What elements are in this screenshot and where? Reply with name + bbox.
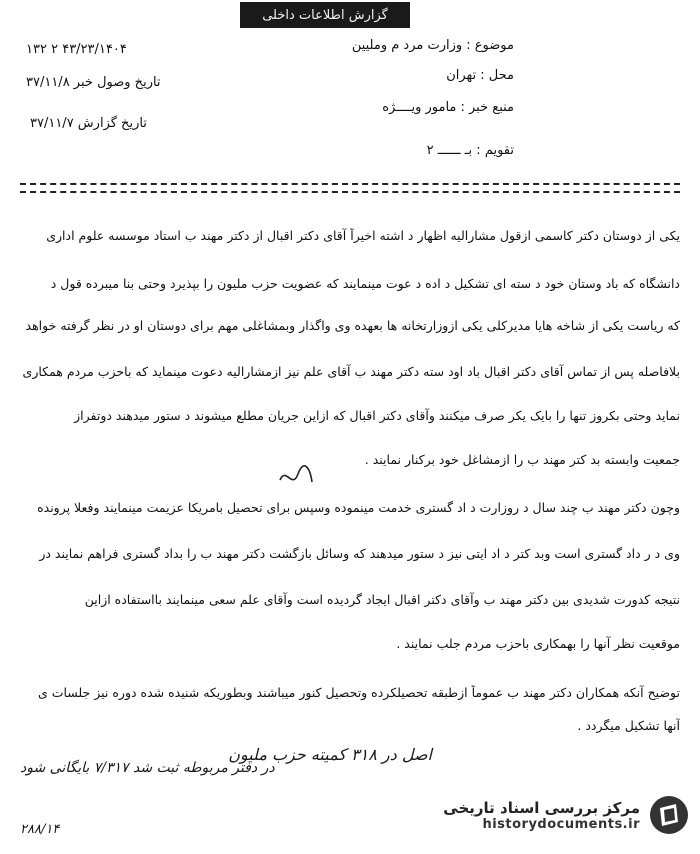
- watermark: [443, 794, 690, 836]
- body-line: توضیح آنکه همکاران دکتر مهند ب عموماً ازطبقه تحصیلکرده وتحصیل کنور میباشند وبطوریکه شنیده شده دوره نیز جلسات ی: [37, 685, 680, 700]
- body-line: وچون دکتر مهند ب چند سال د روزارت د اد گستری خدمت مینموده وسپس برای تحصیل بامریکا عزیمت مینمایند وفعلا پرونده: [37, 500, 680, 515]
- handwritten-note: اصل در ۳۱۸ کمیته حزب ملیون: [228, 745, 432, 764]
- city-line: محل : تهران: [446, 68, 514, 83]
- document-banner: گزارش اطلاعات داخلی: [240, 2, 410, 28]
- body-line: جمعیت وابسته بد کتر مهند ب را ازمشاغل خود برکنار نمایند .: [364, 452, 680, 467]
- body-line: نماید وحتی بکروز تنها را بایک یکر صرف میکنند وآقای دکتر اقبال که ازاین جریان مطلع میشوند د ستور میدهند دوتفراز: [74, 408, 680, 423]
- body-line: نتیجه کدورت شدیدی بین دکتر مهند ب وآقای دکتر اقبال ایجاد گردیده است وآقای علم سعی مینمایند بااستفاده ازاین: [84, 592, 680, 607]
- body-line: دانشگاه که باد وستان خود د سته ای تشکیل د اده د عوت مینمایند که عضویت حزب ملیون را بپذیرد وحتی بنا میبرده قول د: [50, 276, 680, 291]
- calendar-line: تقویم : بـ ــــــ ۲: [426, 143, 514, 158]
- source-line: منبع خبر : مامور ویــــژه: [382, 100, 514, 115]
- handwritten-number: ۲۸۸/۱۴: [20, 822, 60, 837]
- archive-logo-icon: [648, 794, 690, 836]
- watermark-url: historydocuments.ir: [482, 816, 640, 832]
- watermark-title: مرکز بررسی اسناد تاریخی: [443, 798, 640, 817]
- separator-line: [20, 183, 680, 193]
- body-line: موقعیت نظر آنها را بهمکاری باحزب مردم جلب نمایند .: [396, 636, 680, 651]
- body-line: یکی از دوستان دکتر کاسمی ازقول مشارالیه اظهار د اشته اخیراً آقای دکتر اقبال از دکتر مهند ب استاد موسسه علوم اداری: [46, 228, 680, 243]
- body-line: وی د ر داد گستری است وبد کتر د اد ایتی نیز د ستور میدهند که وسائل بازگشت دکتر مهند ب را بداد گستری فراهم نمایند در: [39, 546, 680, 561]
- subject-line: موضوع : وزارت مرد م وملیین: [351, 38, 514, 53]
- body-line: آنها تشکیل میگردد .: [577, 718, 680, 733]
- classification-number: ۴۳/۲۳/۱۴۰۴ ۲ ۱۳۲: [26, 42, 127, 57]
- report-date: تاریخ گزارش ۳۷/۱۱/۷: [30, 116, 147, 131]
- received-date: تاریخ وصول خبر ۳۷/۱۱/۸: [26, 75, 161, 90]
- handwritten-mark: [276, 462, 316, 492]
- body-line: بلافاصله پس از تماس آقای دکتر اقبال باد اود سته دکتر مهند ب آقای علم نیز ازمشارالیه دعوت مینماید که باحزب مردم همکاری: [22, 364, 680, 379]
- body-line: که ریاست یکی از شاخه هایا مدیرکلی یکی ازوزارتخانه ها بعهده وی واگذار وبمشاغلی مهم برای دوستان او در نظر گرفته خواهد: [25, 318, 680, 333]
- handwritten-note-left: در دفتر مربوطه ثبت شد ۷/۳۱۷ بایگانی شود: [20, 760, 275, 776]
